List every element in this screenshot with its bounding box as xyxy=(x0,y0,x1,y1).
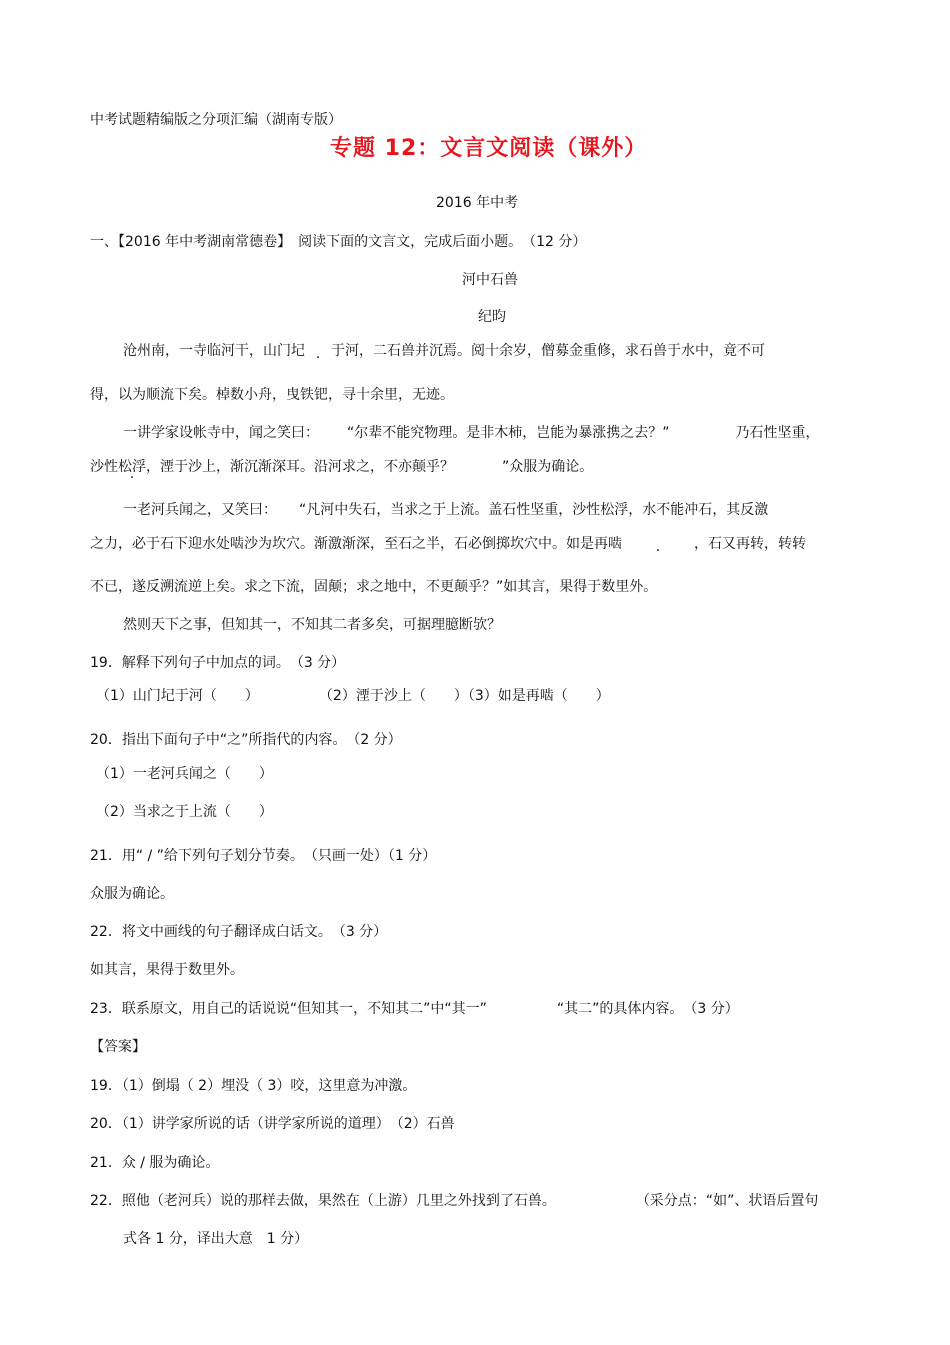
question-intro: 一、【2016 年中考湖南常德卷】 阅读下面的文言文，完成后面小题。 （12 分） xyxy=(90,234,587,250)
answer-label: 【答案】 xyxy=(90,1039,146,1055)
question-text: （1）山门圮 xyxy=(96,688,175,704)
passage-title: 河中石兽 xyxy=(462,272,518,288)
question-19: 19．解释下列句子中加点的词。 （3 分） xyxy=(90,655,346,671)
passage-text: 一老河兵闻之，又笑曰： xyxy=(123,502,277,518)
passage-p2-line2 xyxy=(90,457,593,477)
question-text: 23．联系原文，用自己的话说说“但知其一，不知其二”中“其一” xyxy=(90,1001,487,1017)
passage-p1-line2: 得，以为顺流下矣。棹数小舟，曳铁钯，寻十余里，无迹。 xyxy=(90,387,454,403)
answer-21: 21．众 / 服为确论。 xyxy=(90,1155,220,1171)
question-20: 20．指出下面句子中“之”所指代的内容。 （2 分） xyxy=(90,732,402,748)
passage-text: ，石又再转，转转 xyxy=(694,536,806,552)
answer-20: 20．（1）讲学家所说的话（讲学家所说的道理） （2）石兽 xyxy=(90,1116,455,1132)
question-20-item-2 xyxy=(96,802,273,822)
question-21-sentence: 众服为确论。 xyxy=(90,886,174,902)
answer-22-continued: 式各 1 分，译出大意 1 分） xyxy=(123,1231,309,1247)
answer-22 xyxy=(90,1191,818,1211)
question-text: “其二”的具体内容。 （3 分） xyxy=(556,1001,739,1017)
question-text: （1）一老河兵闻之 xyxy=(96,766,217,782)
passage-text: 乃石性坚重， xyxy=(735,425,820,441)
answer-text: 22．照他（老河兵）说的那样去做，果然在（上游）几里之外找到了石兽。 xyxy=(90,1193,556,1209)
question-20-item-1 xyxy=(96,764,273,784)
question-23 xyxy=(90,999,739,1019)
document-header: 中考试题精编版之分项汇编（湖南专版） xyxy=(90,112,342,128)
question-21: 21．用“ / ”给下列句子划分节奏。 （只画一处）（1 分） xyxy=(90,848,437,864)
question-22-sentence: 如其言，果得于数里外。 xyxy=(90,962,244,978)
passage-text: ”众服为确论。 xyxy=(502,459,594,475)
passage-p3-line3: 不已，遂反溯流逆上矣。求之下流，固颠；求之地中，不更颠乎？”如其言，果得于数里外。 xyxy=(90,579,658,595)
passage-text: 沙性松浮，湮 . xyxy=(90,459,174,475)
passage-text: 于河，二石兽并沉焉。阅十余岁，僧募金重修，求石兽于水中，竟不可 xyxy=(331,343,765,359)
passage-p2-line1 xyxy=(123,423,820,443)
question-text: 于沙上（ ）（3）如是再啮 xyxy=(369,688,554,704)
question-text: 于河（ ） xyxy=(174,688,259,704)
question-text: （ ） xyxy=(216,766,273,782)
answer-19: 19．（1）倒塌（ 2）埋没（ 3）咬，这里意为冲激。 xyxy=(90,1078,417,1094)
passage-text: 之力，必于石下迎水处啮沙为坎穴。渐激渐深，至石之半，石必倒掷坎穴中。如是再啮 xyxy=(90,536,622,552)
document-title: 专题 12：文言文阅读（课外） xyxy=(330,136,648,161)
question-text: 于上流（ ） xyxy=(174,804,273,820)
passage-p3-line2 xyxy=(90,534,806,554)
question-text: （ ） xyxy=(553,688,610,704)
passage-text: “尔辈不能究物理。是非木柿，岂能为暴涨携之去？” xyxy=(347,425,670,441)
question-text: （2）当求之 xyxy=(96,804,175,820)
passage-text: 于沙上，渐沉渐深耳。沿河求之，不亦颠乎？ xyxy=(174,459,454,475)
question-22: 22．将文中画线的句子翻译成白话文。 （3 分） xyxy=(90,924,388,940)
answer-text: （采分点：“如”、状语后置句 xyxy=(635,1193,819,1209)
passage-p4: 然则天下之事，但知其一，不知其二者多矣，可据理臆断欤？ xyxy=(123,617,501,633)
passage-text: 一讲学家设帐寺中，闻之笑曰： xyxy=(123,425,319,441)
passage-text: 沧州南，一寺临河干，山门圮 xyxy=(123,343,305,359)
passage-author: 纪昀 xyxy=(478,309,506,325)
question-19-items xyxy=(96,686,610,706)
passage-p1-line1 xyxy=(123,341,765,361)
passage-p3-line1 xyxy=(123,500,768,520)
question-text: （2）湮 xyxy=(318,688,370,704)
year-heading: 2016 年中考 xyxy=(436,195,519,211)
passage-text: “凡河中失石，当求之于上流。盖石性坚重，沙性松浮，水不能冲石，其反激 xyxy=(299,502,769,518)
